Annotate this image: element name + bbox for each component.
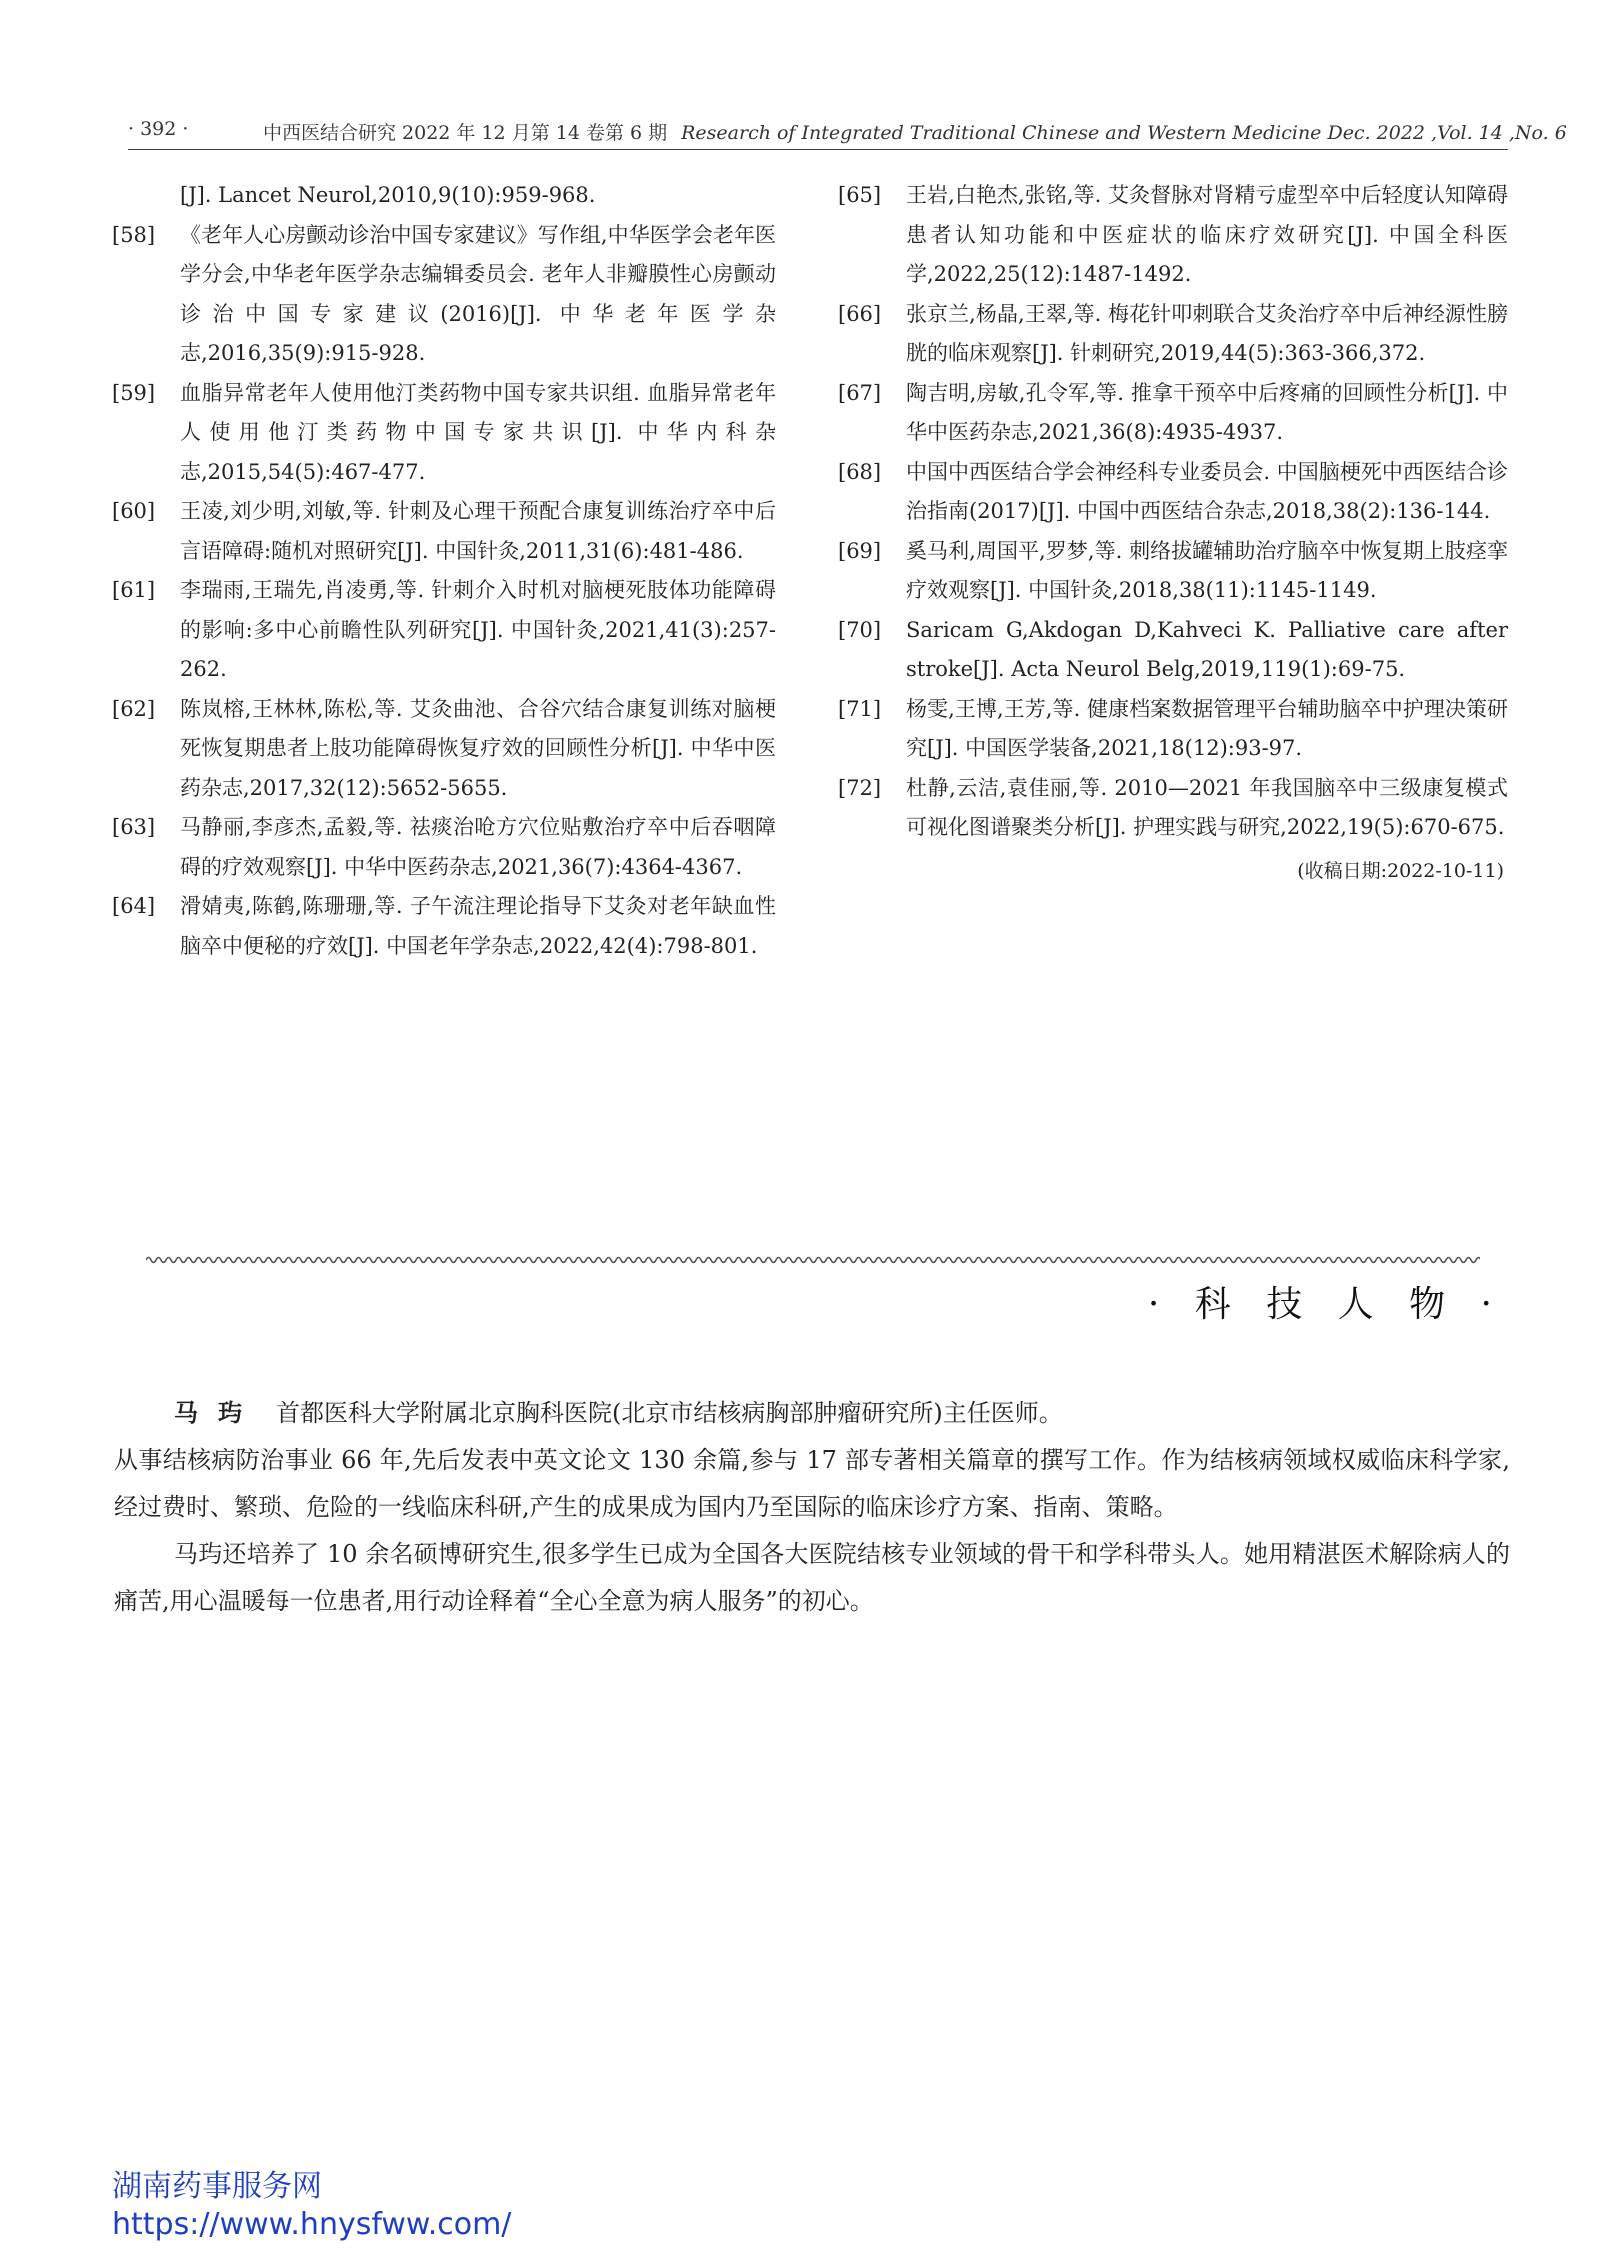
reference-number: [67] [838, 380, 882, 405]
reference-item [838, 453, 1508, 532]
reference-number: [70] [838, 617, 882, 642]
reference-text: 王凌,刘少明,刘敏,等. 针刺及心理干预配合康复训练治疗卒中后言语障碍:随机对照研究[J]. 中国针灸,2011,31(6):481-486. [180, 499, 776, 563]
reference-item [112, 571, 776, 690]
bio-section [114, 1390, 1510, 1625]
reference-text: 杜静,云洁,袁佳丽,等. 2010—2021 年我国脑卒中三级康复模式可视化图谱聚类分析[J]. 护理实践与研究,2022,19(5):670-675. [906, 775, 1508, 839]
reference-item [112, 887, 776, 966]
reference-number: [59] [112, 380, 156, 405]
person-name: 马玙 [174, 1399, 262, 1427]
reference-number: [60] [112, 499, 156, 523]
reference-text: 王岩,白艳杰,张铭,等. 艾灸督脉对肾精亏虚型卒中后轻度认知障碍患者认知功能和中医症状的临床疗效研究[J]. 中国全科医学,2022,25(12):1487-1492. [906, 183, 1508, 286]
reference-text: 血脂异常老年人使用他汀类药物中国专家共识组. 血脂异常老年人使用他汀类药物中国专家共识[J]. 中华内科杂志,2015,54(5):467-477. [180, 380, 776, 484]
reference-number: [61] [112, 578, 156, 602]
bio-paragraph-2: 马玙还培养了 10 余名硕博研究生,很多学生已成为全国各大医院结核专业领域的骨干和学科带头人。她用精湛医术解除病人的痛苦,用心温暖每一位患者,用行动诠释着“全心全意为病人服务”的初心。 [114, 1540, 1510, 1615]
running-header [128, 112, 1567, 148]
reference-item [112, 374, 776, 493]
bio-intro: 首都医科大学附属北京胸科医院(北京市结核病胸部肿瘤研究所)主任医师。 [276, 1399, 1063, 1427]
reference-item [112, 216, 776, 374]
reference-text: 陶吉明,房敏,孔令军,等. 推拿干预卒中后疼痛的回顾性分析[J]. 中华中医药杂志,2021,36(8):4935-4937. [906, 380, 1508, 444]
reference-text: 马静丽,李彦杰,孟毅,等. 祛痰治呛方穴位贴敷治疗卒中后吞咽障碍的疗效观察[J]. 中华中医药杂志,2021,36(7):4364-4367. [180, 815, 776, 879]
reference-text: 陈岚榕,王林林,陈松,等. 艾灸曲池、合谷穴结合康复训练对脑梗死恢复期患者上肢功能障碍恢复疗效的回顾性分析[J]. 中华中医药杂志,2017,32(12):5652-5655. [180, 696, 776, 800]
received-date: (收稿日期:2022-10-11) [1297, 859, 1504, 882]
site-name: 湖南药事服务网 [112, 2169, 322, 2204]
watermark-footer [112, 2168, 511, 2244]
reference-text: 滑婧夷,陈鹤,陈珊珊,等. 子午流注理论指导下艾灸对老年缺血性脑卒中便秘的疗效[J]. 中国老年学杂志,2022,42(4):798-801. [180, 894, 776, 958]
bio-paragraph-1: 从事结核病防治事业 66 年,先后发表中英文论文 130 余篇,参与 17 部专著相关篇章的撰写工作。作为结核病领域权威临床科学家,经过费时、繁琐、危险的一线临床科研,产生的成果成为国内乃至国际的临床诊疗方案、指南、策略。 [114, 1446, 1510, 1521]
reference-number: [68] [838, 459, 882, 484]
reference-text: [J]. Lancet Neurol,2010,9(10):959-968. [180, 183, 596, 207]
reference-number: [65] [838, 183, 882, 207]
journal-title [263, 118, 1567, 145]
reference-number: [64] [112, 894, 156, 918]
reference-number: [63] [112, 815, 156, 839]
journal-title-en: Research of Integrated Traditional Chinese and Western Medicine Dec. 2022 ,Vol. 14 ,No. 6 [681, 122, 1567, 144]
reference-item [838, 611, 1508, 690]
reference-item [838, 374, 1508, 453]
reference-number: [66] [838, 301, 882, 326]
wavy-divider [146, 1252, 1480, 1268]
site-url[interactable]: https://www.hnysfww.com/ [112, 2207, 512, 2242]
reference-text: Saricam G,Akdogan D,Kahveci K. Palliative care after stroke[J]. Acta Neurol Belg,2019,119(1):69-75. [906, 617, 1508, 681]
journal-title-cn: 中西医结合研究 2022 年 12 月第 14 卷第 6 期 [263, 122, 668, 144]
reference-text: 张京兰,杨晶,王翠,等. 梅花针叩刺联合艾灸治疗卒中后神经源性膀胱的临床观察[J]. 针刺研究,2019,44(5):363-366,372. [906, 301, 1508, 365]
reference-text: 李瑞雨,王瑞先,肖凌勇,等. 针刺介入时机对脑梗死肢体功能障碍的影响:多中心前瞻性队列研究[J]. 中国针灸,2021,41(3):257-262. [180, 578, 776, 681]
reference-item [838, 295, 1508, 374]
reference-item [838, 532, 1508, 611]
reference-item [112, 690, 776, 809]
reference-item [112, 176, 776, 216]
reference-item [838, 176, 1508, 295]
reference-item [838, 690, 1508, 769]
reference-text: 杨雯,王博,王芳,等. 健康档案数据管理平台辅助脑卒中护理决策研究[J]. 中国医学装备,2021,18(12):93-97. [906, 696, 1508, 760]
references-right-column [838, 176, 1508, 888]
reference-number: [69] [838, 538, 882, 563]
reference-number: [71] [838, 696, 882, 721]
reference-text: 《老年人心房颤动诊治中国专家建议》写作组,中华医学会老年医学分会,中华老年医学杂志编辑委员会. 老年人非瓣膜性心房颤动诊治中国专家建议(2016)[J]. 中华老年医学杂志,2016,35(9):915-928. [180, 222, 776, 365]
reference-text: 中国中西医结合学会神经科专业委员会. 中国脑梗死中西医结合诊治指南(2017)[J]. 中国中西医结合杂志,2018,38(2):136-144. [906, 459, 1508, 523]
reference-number: [58] [112, 222, 156, 247]
section-title: · 科 技 人 物 · [1147, 1284, 1504, 1325]
bio-intro-paragraph [114, 1390, 1510, 1437]
reference-number: [72] [838, 775, 882, 800]
reference-number: [62] [112, 696, 156, 721]
header-rule [128, 149, 1508, 150]
reference-item [838, 769, 1508, 848]
page-number: · 392 · [128, 118, 189, 140]
reference-text: 奚马利,周国平,罗梦,等. 刺络拔罐辅助治疗脑卒中恢复期上肢痉挛疗效观察[J]. 中国针灸,2018,38(11):1145-1149. [906, 538, 1508, 602]
reference-item [112, 808, 776, 887]
reference-item [112, 492, 776, 571]
references-left-column [112, 176, 776, 966]
